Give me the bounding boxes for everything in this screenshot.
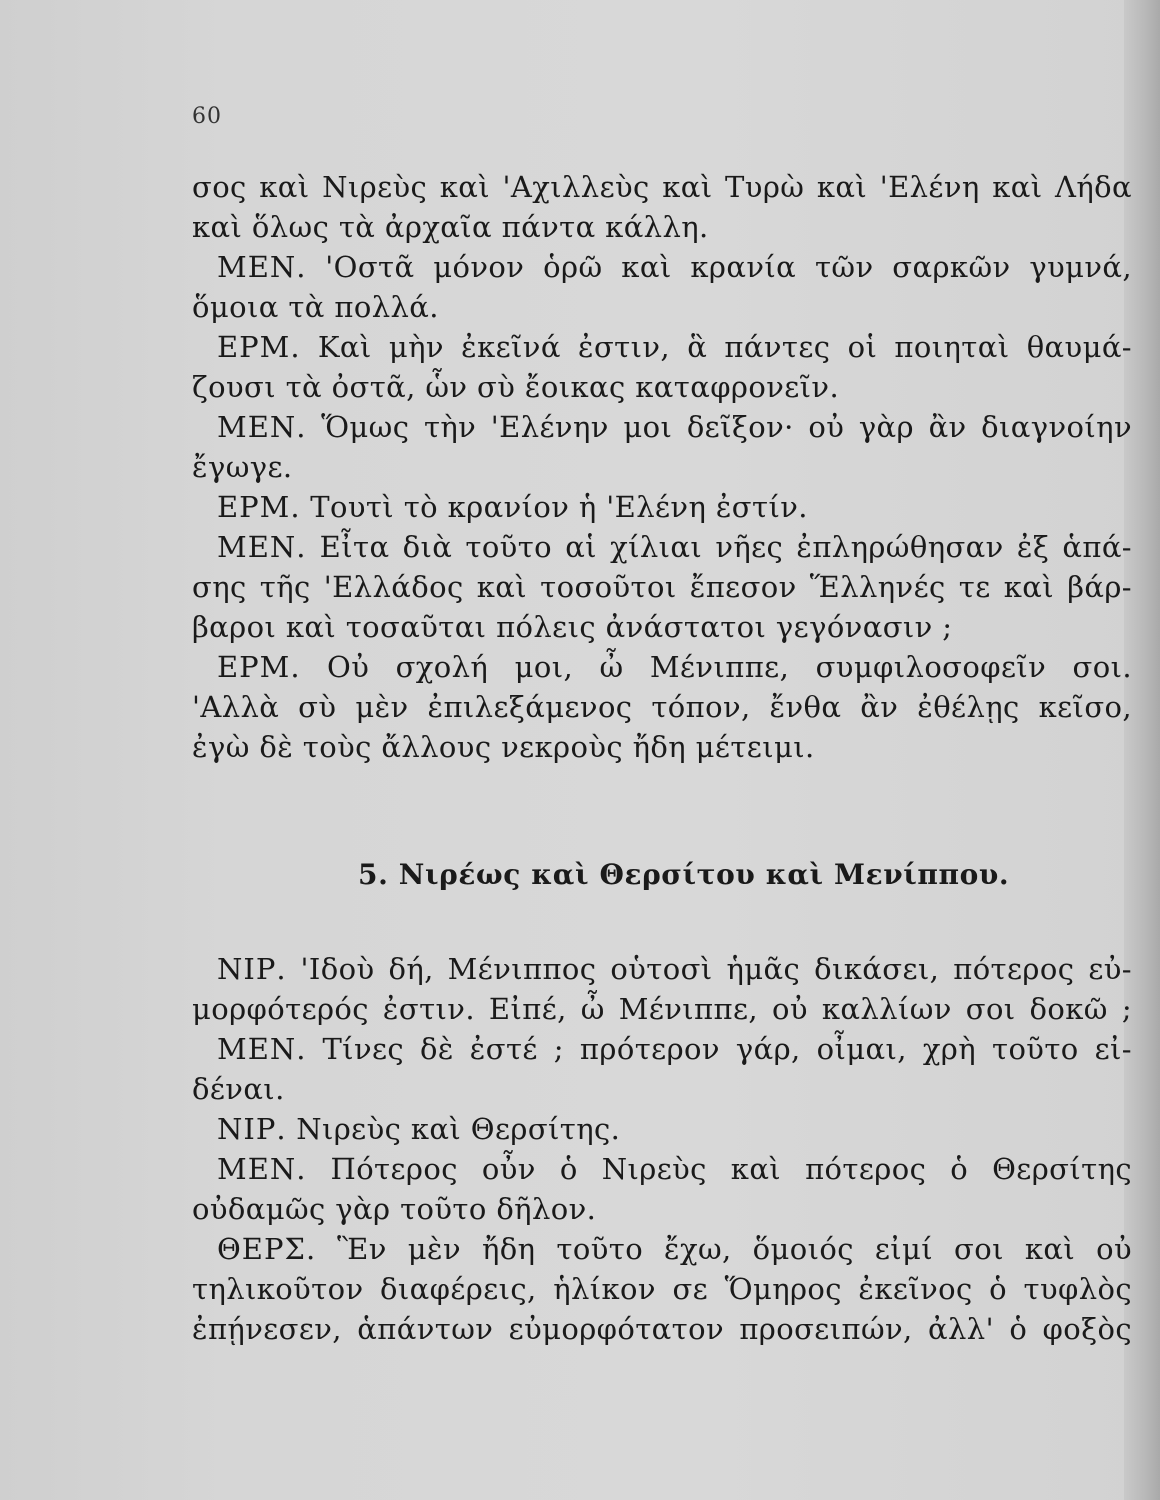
text-line: ζουσι τὰ ὀστᾶ, ὧν σὺ ἔοικας καταφρονεῖν. [192, 370, 840, 404]
text-line: καὶ ὅλως τὰ ἀρχαῖα πάντα κάλλη. [192, 210, 709, 244]
speaker-label: ΜΕΝ. [217, 250, 307, 284]
text-line: δέναι. [192, 1072, 285, 1106]
text-line: βαροι καὶ τοσαῦται πόλεις ἀνάστατοι γεγόνασιν ; [192, 610, 953, 644]
speaker-label: ΕΡΜ. [217, 650, 301, 684]
text-line: 'Αλλὰ σὺ μὲν ἐπιλεξάμενος τόπον, ἔνθα ἂν ἐθέλῃς κεῖσο, [192, 690, 1132, 724]
text-line: σος καὶ Νιρεὺς καὶ 'Αχιλλεὺς καὶ Τυρὼ καὶ 'Ελένη καὶ Λήδα [192, 170, 1132, 204]
speaker-label: ΜΕΝ. [217, 1152, 307, 1186]
speaker-label: ΘΕΡΣ. [217, 1232, 317, 1266]
text-line: μορφότερός ἐστιν. Εἰπέ, ὦ Μένιππε, οὐ καλλίων σοι δοκῶ ; [192, 992, 1132, 1026]
speaker-label: ΕΡΜ. [217, 490, 301, 524]
text-line: ΘΕΡΣ. Ἓν μὲν ἤδη τοῦτο ἔχω, ὅμοιός εἰμί σοι καὶ οὐ [217, 1232, 1132, 1266]
text-line: οὐδαμῶς γὰρ τοῦτο δῆλον. [192, 1192, 597, 1226]
text-line: ΝΙΡ. 'Ιδοὺ δή, Μένιππος οὑτοσὶ ἡμᾶς δικάσει, πότερος εὐ- [217, 952, 1132, 986]
text-line: ΕΡΜ. Τουτὶ τὸ κρανίον ἡ 'Ελένη ἐστίν. [217, 490, 808, 524]
text-line: ΕΡΜ. Καὶ μὴν ἐκεῖνά ἐστιν, ἃ πάντες οἱ ποιηταὶ θαυμά- [217, 330, 1132, 364]
text-line: ἐγὼ δὲ τοὺς ἄλλους νεκροὺς ἤδη μέτειμι. [192, 730, 815, 764]
speaker-label: ΝΙΡ. [217, 1112, 287, 1146]
text-line: ΜΕΝ. 'Οστᾶ μόνον ὁρῶ καὶ κρανία τῶν σαρκῶν γυμνά, [217, 250, 1132, 284]
speaker-label: ΜΕΝ. [217, 410, 307, 444]
text-line: ΜΕΝ. Ὅμως τὴν 'Ελένην μοι δεῖξον· οὐ γὰρ ἂν διαγνοίην [217, 410, 1132, 444]
speaker-label: ΕΡΜ. [217, 330, 301, 364]
text-line: ΕΡΜ. Οὐ σχολή μοι, ὦ Μένιππε, συμφιλοσοφεῖν σοι. [217, 650, 1132, 684]
text-line: ὅμοια τὰ πολλά. [192, 290, 439, 324]
text-line: τηλικοῦτον διαφέρεις, ἡλίκον σε Ὅμηρος ἐκεῖνος ὁ τυφλὸς [192, 1272, 1132, 1306]
text-line: σης τῆς 'Ελλάδος καὶ τοσοῦτοι ἔπεσον Ἕλληνές τε καὶ βάρ- [192, 570, 1132, 604]
text-line: ἔγωγε. [192, 450, 293, 484]
speaker-label: ΝΙΡ. [217, 952, 287, 986]
page-number: 60 [192, 104, 222, 129]
speaker-label: ΜΕΝ. [217, 530, 307, 564]
text-line: ΝΙΡ. Νιρεὺς καὶ Θερσίτης. [217, 1112, 621, 1146]
speaker-label: ΜΕΝ. [217, 1032, 307, 1066]
section-heading: 5. Νιρέως καὶ Θερσίτου καὶ Μενίππου. [358, 858, 1010, 891]
text-line: ΜΕΝ. Εἶτα διὰ τοῦτο αἱ χίλιαι νῆες ἐπληρώθησαν ἐξ ἁπά- [217, 530, 1132, 564]
text-line: ἐπῄνεσεν, ἁπάντων εὐμορφότατον προσειπών, ἀλλ' ὁ φοξὸς [192, 1312, 1132, 1346]
text-line: ΜΕΝ. Πότερος οὖν ὁ Νιρεὺς καὶ πότερος ὁ Θερσίτης [217, 1152, 1132, 1186]
text-line: ΜΕΝ. Τίνες δὲ ἐστέ ; πρότερον γάρ, οἶμαι, χρὴ τοῦτο εἰ- [217, 1032, 1132, 1066]
